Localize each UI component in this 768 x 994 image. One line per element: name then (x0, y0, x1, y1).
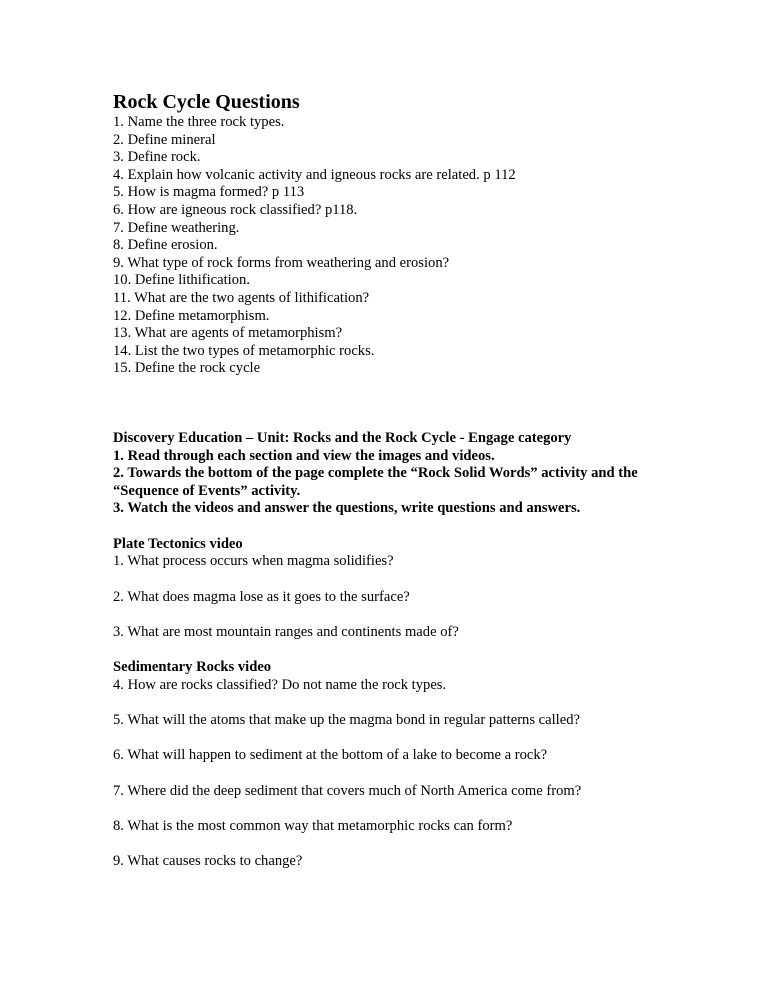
instruction-item: 3. Watch the videos and answer the questions, write questions and answers. (113, 500, 581, 517)
rock-cycle-question-list (113, 114, 673, 378)
question-item: 6. How are igneous rock classified? p118. (113, 201, 358, 218)
question-item: 10. Define lithification. (113, 272, 250, 289)
question-item: 1. Name the three rock types. (113, 114, 285, 130)
question-item: 8. Define erosion. (113, 237, 218, 254)
sedimentary-rocks-questions (113, 677, 673, 871)
video-question-item: 4. How are rocks classified? Do not name the rock types. (113, 677, 447, 694)
video-question-item: 3. What are most mountain ranges and continents made of? (113, 623, 459, 640)
video-question-item: 1. What process occurs when magma solidifies? (113, 553, 394, 570)
video-question-item: 9. What causes rocks to change? (113, 852, 303, 869)
question-item: 13. What are agents of metamorphism? (113, 325, 343, 342)
sedimentary-rocks-heading: Sedimentary Rocks video (113, 659, 272, 676)
question-item: 15. Define the rock cycle (113, 360, 261, 377)
question-item: 14. List the two types of metamorphic rocks. (113, 342, 375, 359)
discovery-heading: Discovery Education – Unit: Rocks and the Rock Cycle - Engage category (113, 429, 572, 446)
video-question-item: 6. What will happen to sediment at the bottom of a lake to become a rock? (113, 747, 548, 764)
video-question-item: 2. What does magma lose as it goes to the surface? (113, 588, 410, 605)
plate-tectonics-questions (113, 553, 673, 641)
spacer (113, 641, 673, 659)
question-item: 9. What type of rock forms from weathering and erosion? (113, 254, 450, 271)
document-title: Rock Cycle Questions (113, 91, 300, 113)
instruction-item: 2. Towards the bottom of the page complete the “Rock Solid Words” activity and the “Sequence of Events” activity. (113, 465, 638, 499)
question-item: 12. Define metamorphism. (113, 307, 270, 324)
question-item: 5. How is magma formed? p 113 (113, 184, 305, 201)
question-item: 7. Define weathering. (113, 219, 240, 236)
plate-tectonics-heading: Plate Tectonics video (113, 535, 243, 552)
question-item: 2. Define mineral (113, 131, 216, 148)
spacer (113, 518, 673, 536)
spacer (113, 378, 673, 430)
question-item: 3. Define rock. (113, 149, 201, 166)
document-page (113, 90, 673, 871)
question-item: 11. What are the two agents of lithification? (113, 289, 370, 306)
video-question-item: 8. What is the most common way that metamorphic rocks can form? (113, 817, 513, 834)
question-item: 4. Explain how volcanic activity and igneous rocks are related. p 112 (113, 166, 516, 183)
discovery-instructions (113, 448, 673, 518)
video-question-item: 5. What will the atoms that make up the magma bond in regular patterns called? (113, 712, 580, 729)
video-question-item: 7. Where did the deep sediment that covers much of North America come from? (113, 782, 582, 799)
instruction-item: 1. Read through each section and view the images and videos. (113, 447, 495, 464)
